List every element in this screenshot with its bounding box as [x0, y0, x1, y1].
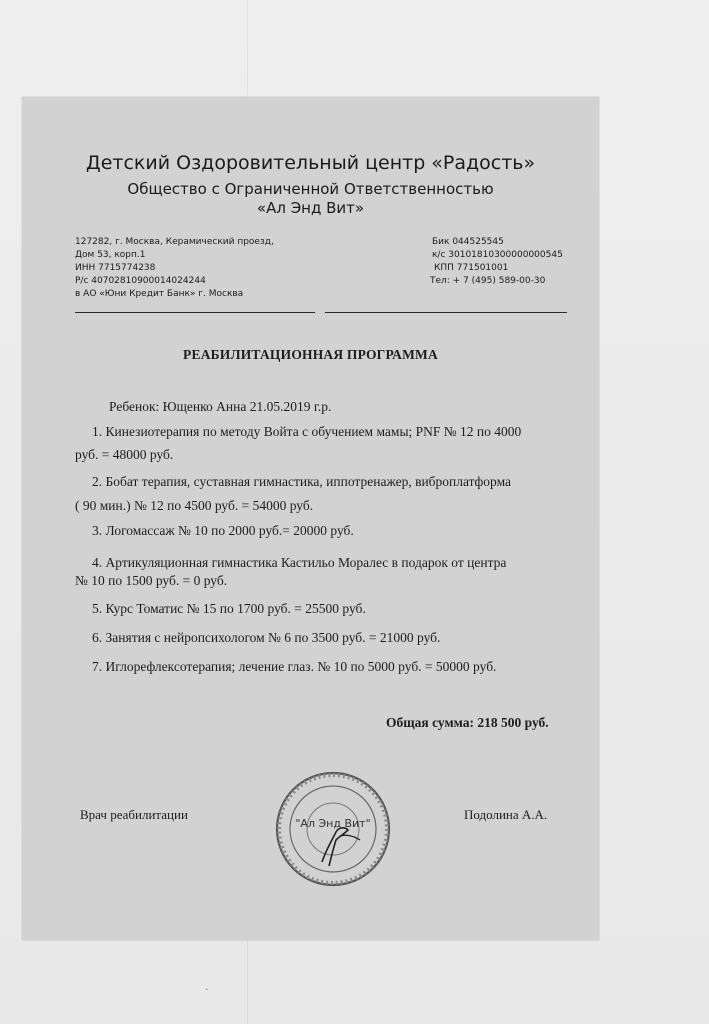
divider-right	[325, 312, 567, 313]
inn: ИНН 7715774238	[75, 263, 156, 273]
item-1-line-1: 1. Кинезиотерапия по методу Войта с обучением мамы; PNF № 12 по 4000	[92, 424, 522, 439]
document-title: РЕАБИЛИТАЦИОННАЯ ПРОГРАММА	[183, 347, 438, 362]
org-company-name: «Ал Энд Вит»	[256, 199, 365, 217]
bik: Бик 044525545	[432, 237, 504, 247]
bank-account: Р/с 40702810900014024244	[75, 276, 206, 286]
kpp: КПП 771501001	[434, 263, 509, 273]
scan-speck: ·	[205, 985, 209, 996]
signature-name: Подолина А.А.	[464, 807, 548, 822]
corr-account: к/с 30101810300000000545	[432, 250, 563, 260]
item-7: 7. Иглорефлексотерапия; лечение глаз. № 10 по 5000 руб. = 50000 руб.	[92, 659, 497, 674]
item-2-line-1: 2. Бобат терапия, суставная гимнастика, иппотренажер, виброплатформа	[92, 474, 512, 489]
company-stamp	[274, 770, 392, 888]
phone: Тел: + 7 (495) 589-00-30	[430, 276, 546, 286]
requisites-left	[75, 236, 274, 301]
org-name: Детский Оздоровительный центр «Радость»	[85, 152, 536, 174]
item-3: 3. Логомассаж № 10 по 2000 руб.= 20000 руб.	[92, 523, 354, 538]
total-sum: Общая сумма: 218 500 руб.	[386, 715, 549, 730]
divider-left	[75, 312, 315, 313]
stamp-center-text: "Ал Энд Вит"	[295, 817, 371, 830]
requisites-right	[430, 236, 563, 288]
item-1-line-2: руб. = 48000 руб.	[75, 447, 174, 462]
org-legal-form: Общество с Ограниченной Ответственностью	[127, 180, 494, 198]
address-building: Дом 53, корп.1	[75, 250, 146, 260]
item-5: 5. Курс Томатис № 15 по 1700 руб. = 25500 руб.	[92, 601, 366, 616]
item-6: 6. Занятия с нейропсихологом № 6 по 3500 руб. = 21000 руб.	[92, 630, 441, 645]
item-4-line-2: № 10 по 1500 руб. = 0 руб.	[75, 573, 228, 588]
item-2-line-2: ( 90 мин.) № 12 по 4500 руб. = 54000 руб.	[75, 498, 314, 513]
child-info: Ребенок: Ющенко Анна 21.05.2019 г.р.	[109, 399, 332, 414]
bank-name: в АО «Юни Кредит Банк» г. Москва	[75, 289, 244, 299]
document-sheet	[22, 97, 599, 940]
signature-role: Врач реабилитации	[80, 807, 188, 822]
address-line: 127282, г. Москва, Керамический проезд,	[75, 237, 274, 247]
item-4-line-1: 4. Артикуляционная гимнастика Кастильо Моралес в подарок от центра	[92, 555, 507, 570]
